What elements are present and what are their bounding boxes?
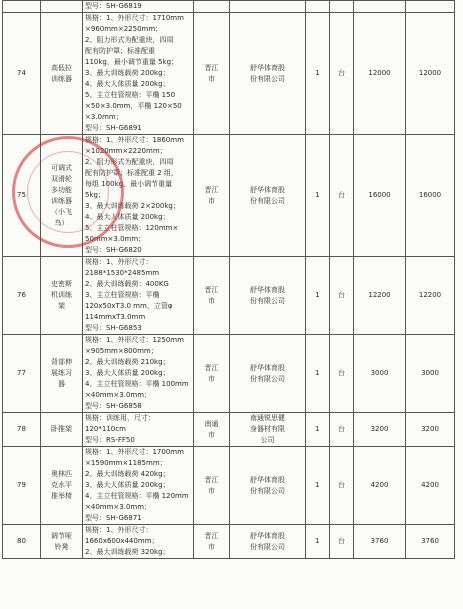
table-body: [3, 1, 455, 559]
unit-cell: 台: [330, 447, 354, 525]
spec-line: 配有防护罩；标准配重 2 组，: [85, 169, 178, 177]
supplier-cell: [230, 257, 306, 335]
spec-line: ×905mm×800mm；: [85, 347, 158, 355]
name-line: 可调式: [51, 163, 72, 172]
spec-line: 2、最大训练载荷 420kg；: [85, 470, 170, 478]
origin-line: 市: [208, 486, 215, 495]
spec-line: 型号：SH-G6819: [85, 2, 142, 10]
no-cell: 75: [3, 135, 41, 257]
name-line: 卧推架: [51, 425, 72, 433]
name-line: 克水平: [51, 481, 72, 489]
unit-cell: 台: [330, 335, 354, 413]
total-cell: 3760: [406, 525, 455, 559]
table-row: [3, 13, 455, 135]
origin-line: 晋江: [204, 63, 219, 72]
total-cell: 16000: [406, 135, 455, 257]
name-line: 训练器: [51, 74, 72, 83]
qty-cell: 1: [306, 13, 330, 135]
name-cell: [41, 257, 83, 335]
price-cell: 4200: [354, 447, 406, 525]
name-line: 推举椅: [51, 492, 72, 500]
supplier-cell: [230, 447, 306, 525]
supplier-line: 舒华体育股: [250, 285, 285, 294]
unit-cell: [330, 1, 354, 13]
name-line: 鸟）: [54, 218, 69, 227]
supplier-line: 南通锐思健: [250, 414, 285, 422]
supplier-line: 公司: [260, 436, 275, 444]
spec-line: 型号：RS-FF50: [85, 436, 135, 444]
spec-line: 规格：1、外形尺寸：: [85, 258, 153, 266]
name-line: （小飞: [51, 207, 72, 216]
origin-line: 晋江: [204, 531, 219, 540]
spec-line: 120*110cm: [85, 425, 126, 433]
supplier-line: 份有限公司: [250, 486, 285, 495]
unit-cell: 台: [330, 13, 354, 135]
no-cell: 80: [3, 525, 41, 559]
name-line: 展练习: [51, 369, 72, 377]
table-row: [3, 335, 455, 413]
no-cell: 78: [3, 413, 41, 447]
spec-cell: [83, 257, 194, 335]
supplier-line: 舒华体育股: [250, 185, 285, 194]
table-row-partial: [3, 1, 455, 13]
supplier-line: 舒华体育股: [250, 531, 285, 540]
name-cell: [41, 13, 83, 135]
spec-line: 3、主立柱管规格：平椭: [85, 291, 160, 299]
spec-line: ×3.0mm；: [85, 113, 123, 121]
origin-cell: [194, 525, 230, 559]
name-line: 架: [58, 302, 65, 310]
spec-line: 2、最大训练载荷 210kg；: [85, 358, 170, 366]
qty-cell: 1: [306, 257, 330, 335]
supplier-cell: [230, 135, 306, 257]
unit-cell: 台: [330, 525, 354, 559]
origin-cell: [194, 13, 230, 135]
spec-line: 型号：SH-G6891: [85, 124, 142, 132]
price-cell: 3760: [354, 525, 406, 559]
name-line: 双滑轮: [51, 174, 72, 183]
no-cell: 77: [3, 335, 41, 413]
spec-line: 配有防护罩；标准配重: [85, 47, 155, 55]
origin-line: 市: [208, 542, 215, 551]
origin-cell: [194, 135, 230, 257]
supplier-line: 身器材有限: [250, 425, 285, 433]
spec-line: 4、主立柱管规格：平椭 100mm: [85, 380, 189, 388]
supplier-line: 份有限公司: [250, 74, 285, 83]
spec-line: 5、主立柱管规格：平椭 150: [85, 91, 176, 99]
spec-line: 每组 100kg，最小调节重量: [85, 180, 173, 188]
spec-line: 型号：SH-G6858: [85, 402, 142, 410]
origin-line: 晋江: [204, 185, 219, 194]
origin-line: 市: [208, 196, 215, 205]
table-row: [3, 257, 455, 335]
origin-line: 晋江: [204, 475, 219, 484]
total-cell: 3000: [406, 335, 455, 413]
name-line: 背部伸: [51, 358, 72, 366]
spec-line: 5kg；: [85, 191, 105, 199]
origin-line: 市: [208, 374, 215, 383]
spec-line: 2、最大训练载荷 320kg；: [85, 548, 170, 556]
spec-cell: [83, 135, 194, 257]
supplier-line: 份有限公司: [250, 196, 285, 205]
spec-line: 型号：SH-G6820: [85, 246, 142, 254]
spec-line: ×40mm×3.0mm；: [85, 391, 152, 399]
spec-line: 110kg，最小调节重量 5kg；: [85, 58, 179, 66]
name-cell: [41, 413, 83, 447]
no-cell: 76: [3, 257, 41, 335]
qty-cell: [306, 1, 330, 13]
name-cell: [41, 335, 83, 413]
origin-line: 晋江: [204, 363, 219, 372]
no-cell: 79: [3, 447, 41, 525]
spec-line: 4、最大人体质量 200kg；: [85, 80, 170, 88]
spec-cell: [83, 1, 194, 13]
spec-line: 114mmxT3.0mm: [85, 313, 146, 321]
spec-line: ×40mm×3.0mm；: [85, 503, 152, 511]
price-cell: 12000: [354, 13, 406, 135]
origin-cell: [194, 413, 230, 447]
spec-line: ×50×3.0mm，平椭 120×50: [85, 102, 182, 110]
origin-line: 市: [208, 296, 215, 305]
procurement-table: [2, 0, 455, 559]
name-line: 器: [58, 380, 65, 388]
spec-line: 规格：1、外形尺寸：1710mm: [85, 14, 184, 22]
supplier-line: 份有限公司: [250, 296, 285, 305]
name-cell: [41, 135, 83, 257]
spec-line: 规格：1、外形尺寸：1250mm: [85, 336, 184, 344]
spec-line: 5、主立柱管规格：120mm×: [85, 224, 179, 232]
supplier-cell: [230, 335, 306, 413]
unit-cell: 台: [330, 135, 354, 257]
spec-cell: [83, 525, 194, 559]
no-cell: 74: [3, 13, 41, 135]
supplier-cell: [230, 413, 306, 447]
spec-line: 规格：训练用，尺寸：: [85, 414, 155, 422]
unit-cell: 台: [330, 413, 354, 447]
spec-line: 3、最大训练载荷 2×200kg；: [85, 202, 180, 210]
no-cell: [3, 1, 41, 13]
spec-line: 规格：1、外形尺寸：1860mm: [85, 136, 184, 144]
origin-line: 南通: [204, 419, 219, 428]
spec-cell: [83, 447, 194, 525]
name-line: 史密斯: [51, 280, 72, 288]
name-cell: [41, 525, 83, 559]
spec-line: ×960mm×2250mm；: [85, 25, 163, 33]
spec-line: 型号：SH-G6853: [85, 324, 142, 332]
total-cell: 4200: [406, 447, 455, 525]
table-row: [3, 447, 455, 525]
price-cell: 3000: [354, 335, 406, 413]
origin-cell: [194, 335, 230, 413]
name-line: 多功能: [51, 185, 72, 194]
name-line: 调节哑: [51, 531, 72, 540]
supplier-line: 份有限公司: [250, 374, 285, 383]
qty-cell: 1: [306, 135, 330, 257]
name-line: 铃凳: [54, 542, 69, 551]
table-row: [3, 135, 455, 257]
supplier-cell: [230, 1, 306, 13]
price-cell: 16000: [354, 135, 406, 257]
origin-cell: [194, 257, 230, 335]
spec-line: 2188*1530*2485mm: [85, 269, 160, 277]
qty-cell: 1: [306, 335, 330, 413]
price-cell: 3200: [354, 413, 406, 447]
spec-line: ×1020mm×2220mm；: [85, 147, 167, 155]
spec-line: 2、最大训练载荷：400KG: [85, 280, 169, 288]
unit-cell: 台: [330, 257, 354, 335]
supplier-line: 舒华体育股: [250, 363, 285, 372]
origin-line: 晋江: [204, 285, 219, 294]
origin-line: 市: [208, 74, 215, 83]
total-cell: 3200: [406, 413, 455, 447]
name-line: 高低拉: [51, 63, 72, 72]
spec-line: 型号：SH-G6871: [85, 514, 142, 522]
total-cell: [406, 1, 455, 13]
spec-cell: [83, 413, 194, 447]
qty-cell: 1: [306, 413, 330, 447]
spec-line: ×1590mm×1185mm；: [85, 459, 167, 467]
spec-line: 3、最大训练载荷 200kg；: [85, 69, 170, 77]
total-cell: 12000: [406, 13, 455, 135]
qty-cell: 1: [306, 447, 330, 525]
spec-cell: [83, 13, 194, 135]
table-row: [3, 413, 455, 447]
spec-line: 2、阻力形式为配重块，四周: [85, 36, 174, 44]
table-row: [3, 525, 455, 559]
supplier-line: 舒华体育股: [250, 475, 285, 484]
spec-line: 1660x600x440mm；: [85, 537, 159, 545]
name-line: 机训练: [51, 291, 72, 299]
origin-cell: [194, 1, 230, 13]
name-cell: [41, 1, 83, 13]
origin-line: 市: [208, 430, 215, 439]
supplier-line: 舒华体育股: [250, 63, 285, 72]
price-cell: [354, 1, 406, 13]
name-line: 奥林匹: [51, 470, 72, 478]
name-cell: [41, 447, 83, 525]
spec-line: 2、阻力形式为配重块，四周: [85, 158, 174, 166]
spec-line: 50mm×3.0mm；: [85, 235, 146, 243]
spec-line: 3、最大人体质量 200kg；: [85, 369, 170, 377]
spec-line: 3、最大人体质量 200kg；: [85, 481, 170, 489]
spec-line: 4、最大人体质量 200kg；: [85, 213, 170, 221]
supplier-line: 份有限公司: [250, 542, 285, 551]
spec-line: 规格：1、外形尺寸：: [85, 526, 153, 534]
total-cell: 12200: [406, 257, 455, 335]
spec-line: 规格：1、外形尺寸：1700mm: [85, 448, 184, 456]
spec-line: 120x50xT3.0 mm，立管φ: [85, 302, 173, 310]
supplier-cell: [230, 13, 306, 135]
qty-cell: 1: [306, 525, 330, 559]
origin-cell: [194, 447, 230, 525]
spec-line: 4、主立柱管规格：平椭 120mm: [85, 492, 189, 500]
name-line: 训练器: [51, 196, 72, 205]
spec-cell: [83, 335, 194, 413]
price-cell: 12200: [354, 257, 406, 335]
supplier-cell: [230, 525, 306, 559]
